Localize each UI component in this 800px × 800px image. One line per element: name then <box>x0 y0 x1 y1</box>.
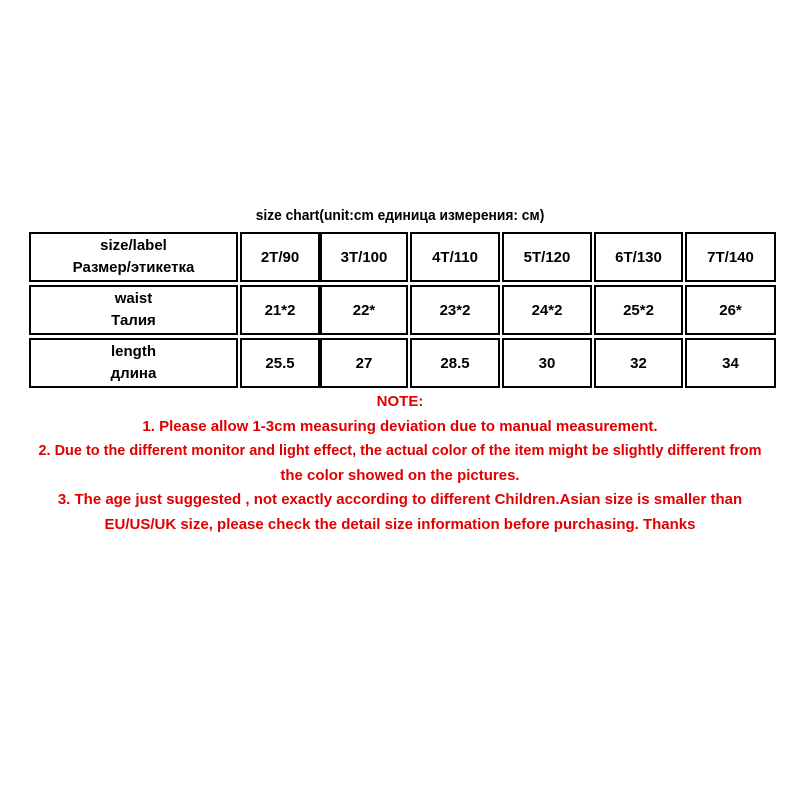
waist-cell: 22* <box>320 285 408 335</box>
size-label-ru: Размер/этикетка <box>72 259 195 276</box>
length-label-ru: длина <box>110 365 157 382</box>
note-line: 2. Due to the different monitor and light effect, the actual color of the item might be slightly different from <box>38 442 762 459</box>
size-cell: 4T/110 <box>410 232 500 282</box>
waist-cell: 26* <box>685 285 776 335</box>
size-label-en: size/label <box>100 237 167 254</box>
waist-label-ru: Талия <box>111 312 156 329</box>
length-cell: 32 <box>594 338 683 388</box>
note-line: 3. The age just suggested , not exactly according to different Children.Asian size is smaller than <box>57 491 743 508</box>
waist-cell: 24*2 <box>502 285 592 335</box>
length-cell: 34 <box>685 338 776 388</box>
note-heading: NOTE: <box>376 393 424 410</box>
size-cell: 3T/100 <box>320 232 408 282</box>
size-cell: 7T/140 <box>685 232 776 282</box>
waist-cell: 23*2 <box>410 285 500 335</box>
size-cell: 5T/120 <box>502 232 592 282</box>
length-label-en: length <box>111 343 156 360</box>
size-cell: 6T/130 <box>594 232 683 282</box>
length-cell: 25.5 <box>240 338 320 388</box>
waist-label-cell <box>29 285 238 335</box>
note-line: EU/US/UK size, please check the detail size information before purchasing. Thanks <box>104 515 696 533</box>
note-line: 1. Please allow 1-3cm measuring deviation due to manual measurement. <box>142 417 658 435</box>
length-label-cell <box>29 338 238 388</box>
size-label-cell <box>29 232 238 282</box>
waist-cell: 25*2 <box>594 285 683 335</box>
note-section <box>0 390 800 537</box>
note-line: the color showed on the pictures. <box>280 466 520 484</box>
length-cell: 27 <box>320 338 408 388</box>
length-cell: 28.5 <box>410 338 500 388</box>
size-cell: 2T/90 <box>240 232 320 282</box>
waist-cell: 21*2 <box>240 285 320 335</box>
waist-label-en: waist <box>114 290 153 307</box>
size-chart-title: size chart(unit:cm единица измерения: см) <box>255 207 545 224</box>
length-cell: 30 <box>502 338 592 388</box>
